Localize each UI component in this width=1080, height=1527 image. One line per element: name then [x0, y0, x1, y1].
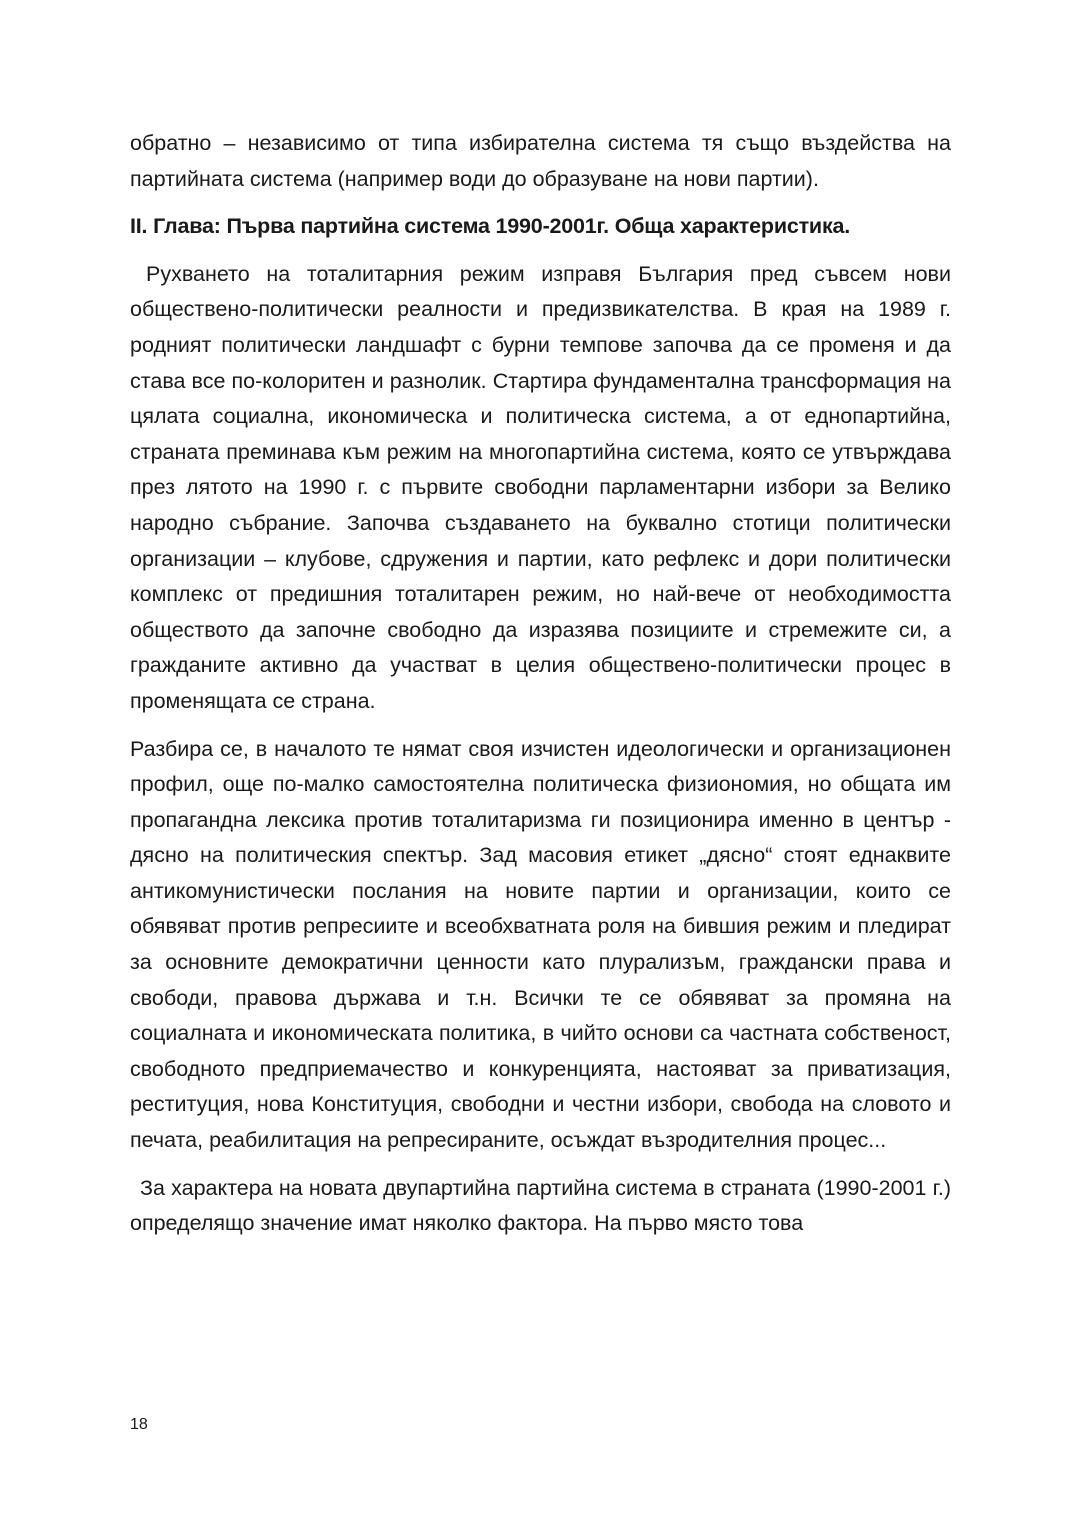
paragraph-3: За характера на новата двупартийна партийна система в страната (1990-2001 г.) определящо значение имат няколко фактора. На първо място това: [130, 1175, 951, 1236]
paragraph-2: Разбира се, в началото те нямат своя изчистен идеологически и организационен профил, още по-малко самостоятелна политическа физиономия, но общата им пропагандна лексика против тоталитаризма ги позиционира именно в център - дясно на политическия спектър. Зад масовия етикет „дясно“ стоят еднаквите антикомунистически послания на новите партии и организации, които се обявяват против репресиите и всеобхватната роля на бившия режим и пледират за основните демократични ценности като плурализъм, граждански права и свободи, правова държава и т.н. Всички те се обявяват за промяна на социалната и икономическата политика, в чийто основи са частната собственост, свободното предприемачество и конкуренцията, настояват за приватизация, реституция, нова Конституция, свободни и честни избори, свобода на словото и печата, реабилитация на репресираните, осъждат възродителния процес...: [130, 736, 951, 1153]
paragraph-1: Рухването на тоталитарния режим изправя България пред съвсем нови обществено-политически реалности и предизвикателства. В края на 1989 г. родният политически ландшафт с бурни темпове започва да се променя и да става все по-колоритен и разнолик. Стартира фундаментална трансформация на цялата социална, икономическа и политическа система, а от еднопартийна, страната преминава към режим на многопартийна система, която се утвърждава през лятото на 1990 г. с първите свободни парламентарни избори за Велико народно събрание. Започва създаването на буквално стотици политически организации – клубове, сдружения и партии, като рефлекс и дори политически комплекс от предишния тоталитарен режим, но най-вече от необходимостта обществото да започне свободно да изразява позициите и стремежите си, а гражданите активно да участват в целия обществено-политически процес в променящата се страна.: [130, 261, 951, 713]
chapter-heading: II. Глава: Първа партийна система 1990-2001г. Обща характеристика.: [130, 214, 851, 239]
page-number: 18: [130, 1416, 148, 1433]
paragraph-intro-tail: обратно – независимо от типа избирателна система тя също въздейства на партийната система (например води до образуване на нови партии).: [130, 131, 951, 191]
document-page: [130, 126, 951, 1242]
